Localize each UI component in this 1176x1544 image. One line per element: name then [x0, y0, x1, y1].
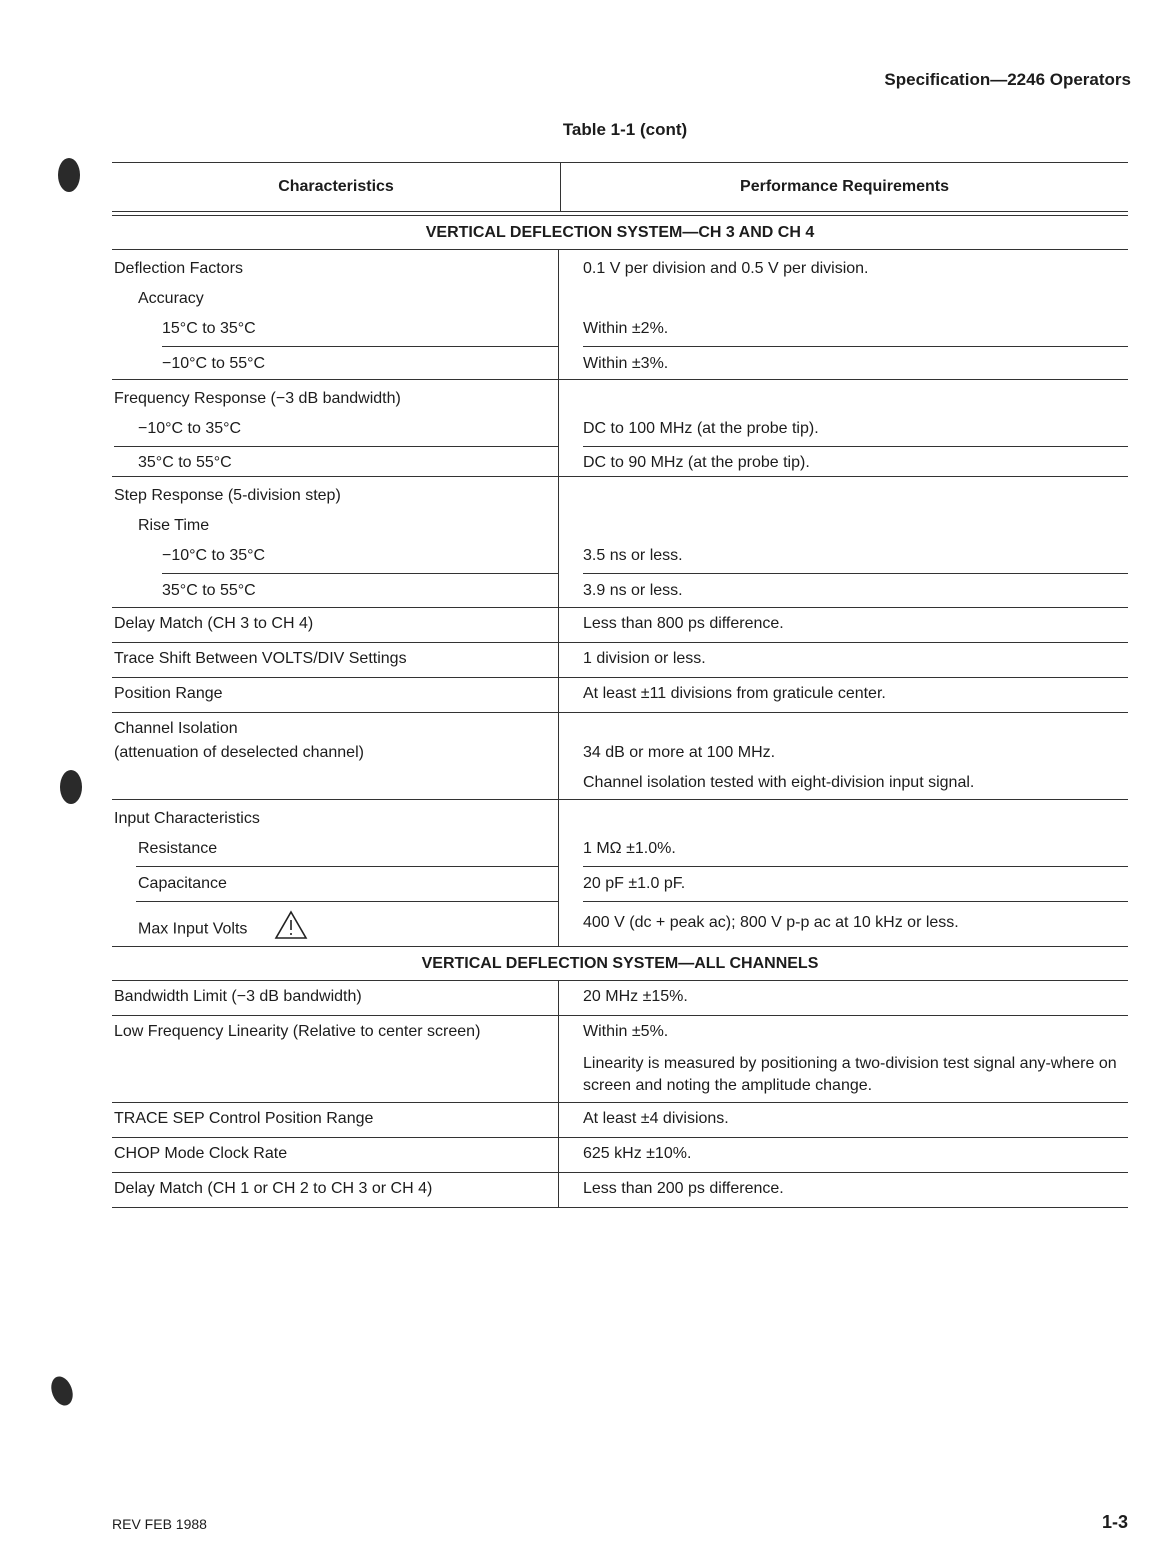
row-label: Channel Isolation: [114, 720, 238, 737]
warning-triangle-icon: [274, 910, 308, 949]
row-value: Within ±2%.: [583, 320, 669, 337]
table-row: [112, 1173, 1128, 1208]
table-row: [112, 1138, 1128, 1173]
spec-table: [112, 162, 1128, 1208]
row-value: Within ±3%.: [583, 346, 1128, 381]
row-value: Within ±5%.: [583, 1023, 669, 1040]
row-label: Input Characteristics: [114, 810, 260, 827]
row-value: At least ±11 divisions from graticule center.: [583, 685, 886, 702]
row-value: 20 MHz ±15%.: [583, 988, 688, 1005]
row-sublabel: 35°C to 55°C: [114, 446, 558, 480]
row-label: (attenuation of deselected channel): [114, 744, 364, 761]
row-sublabel: Capacitance: [136, 866, 558, 901]
punch-hole: [47, 1373, 76, 1408]
row-value: 34 dB or more at 100 MHz.: [583, 744, 776, 761]
table-row: [112, 477, 1128, 608]
table-row: [112, 800, 1128, 946]
revision-footer: REV FEB 1988: [112, 1516, 207, 1532]
table-row: [112, 608, 1128, 643]
row-value: 625 kHz ±10%.: [583, 1145, 692, 1162]
row-sublabel: Rise Time: [138, 517, 210, 534]
row-sublabel: −10°C to 35°C: [162, 547, 266, 564]
row-sublabel: −10°C to 35°C: [138, 420, 242, 437]
table-row: [112, 981, 1128, 1016]
row-label: Trace Shift Between VOLTS/DIV Settings: [114, 650, 407, 667]
table-row: [112, 678, 1128, 713]
row-label: Position Range: [114, 685, 223, 702]
table-title: Table 1-1 (cont): [562, 120, 688, 139]
row-label: Frequency Response (−3 dB bandwidth): [114, 390, 401, 407]
punch-hole: [58, 158, 80, 192]
row-sublabel: −10°C to 55°C: [162, 346, 558, 381]
row-value: DC to 90 MHz (at the probe tip).: [583, 446, 1128, 480]
row-value: 3.5 ns or less.: [583, 547, 683, 564]
page-number: 1-3: [1101, 1512, 1128, 1532]
table-row: [112, 1103, 1128, 1138]
row-label: Deflection Factors: [114, 260, 243, 277]
row-value: 20 pF ±1.0 pF.: [583, 866, 1128, 901]
table-row: [112, 713, 1128, 800]
section-heading: VERTICAL DEFLECTION SYSTEM—CH 3 AND CH 4: [112, 216, 1128, 250]
row-label: Step Response (5-division step): [114, 487, 341, 504]
row-sublabel: Max Input Volts: [138, 920, 248, 938]
running-header: Specification—2246 Operators: [884, 70, 1131, 89]
row-label: TRACE SEP Control Position Range: [114, 1110, 374, 1127]
row-value: DC to 100 MHz (at the probe tip).: [583, 420, 819, 437]
row-label: Low Frequency Linearity (Relative to center screen): [114, 1023, 481, 1040]
row-value: Less than 800 ps difference.: [583, 615, 784, 632]
column-header-characteristics: Characteristics: [112, 163, 561, 211]
row-sublabel: Accuracy: [138, 290, 204, 307]
row-note: Linearity is measured by positioning a two-division test signal any-where on screen and noting the amplitude change.: [583, 1055, 1117, 1094]
row-value: 0.1 V per division and 0.5 V per division.: [583, 260, 869, 277]
row-label: Delay Match (CH 3 to CH 4): [114, 615, 314, 632]
binding-margin: [0, 0, 34, 1544]
row-value: 3.9 ns or less.: [583, 573, 1128, 608]
section-heading: VERTICAL DEFLECTION SYSTEM—ALL CHANNELS: [112, 946, 1128, 981]
row-value: 400 V (dc + peak ac); 800 V p-p ac at 10 kHz or less.: [583, 901, 1128, 946]
row-note: Channel isolation tested with eight-division input signal.: [583, 774, 975, 791]
row-sublabel: 35°C to 55°C: [162, 573, 558, 608]
row-label: Delay Match (CH 1 or CH 2 to CH 3 or CH 4): [114, 1180, 433, 1197]
table-row: [112, 250, 1128, 380]
table-row: [112, 1016, 1128, 1103]
row-value: At least ±4 divisions.: [583, 1110, 729, 1127]
column-header-row: [112, 162, 1128, 211]
table-row: [112, 380, 1128, 477]
table-row: [112, 643, 1128, 678]
row-label: CHOP Mode Clock Rate: [114, 1145, 288, 1162]
row-sublabel: Resistance: [138, 840, 218, 857]
row-label: Bandwidth Limit (−3 dB bandwidth): [114, 988, 362, 1005]
column-header-performance: Performance Requirements: [740, 178, 949, 195]
row-sublabel: 15°C to 35°C: [162, 320, 256, 337]
row-value: 1 division or less.: [583, 650, 706, 667]
row-value: Less than 200 ps difference.: [583, 1180, 784, 1197]
row-value: 1 MΩ ±1.0%.: [583, 840, 676, 857]
punch-hole: [60, 770, 82, 804]
